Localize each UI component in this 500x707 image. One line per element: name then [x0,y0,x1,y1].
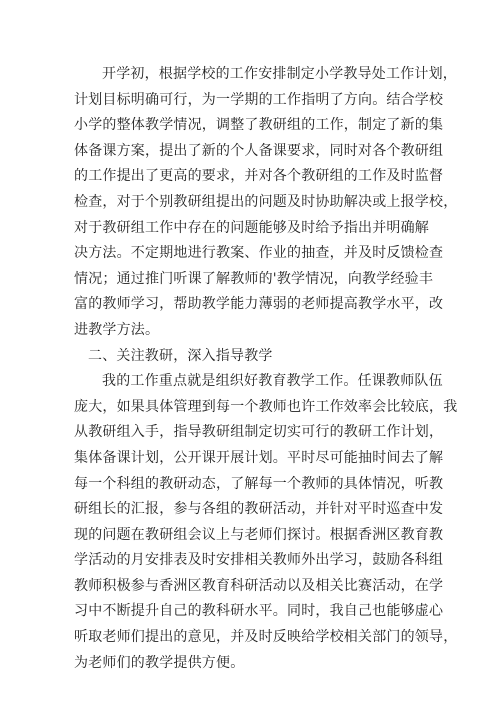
text-line: 研组长的汇报，参与各组的教研活动，并针对平时巡查中发 [74,501,444,518]
text-line: 的工作提出了更高的要求，并对各个教研组的工作及时监督 [74,168,444,185]
text-line: 教师积极参与香洲区教育科研活动以及相关比赛活动，在学 [74,577,444,594]
text-line: 听取老师们提出的意见，并及时反映给学校相关部门的领导， [74,629,458,646]
text-line: 检查，对于个别教研组提出的问题及时协助解决或上报学校， [74,193,458,210]
text-line: 我的工作重点就是组织好教育教学工作。任课教师队伍 [102,373,443,390]
section-heading: 二、关注教研，深入指导教学 [88,347,273,364]
text-line: 富的教师学习，帮助教学能力薄弱的老师提高教学水平，改 [74,296,444,313]
text-line: 计划目标明确可行，为一学期的工作指明了方向。结合学校 [74,91,444,108]
text-line: 学活动的月安排表及时安排相关教师外出学习，鼓励各科组 [74,552,444,569]
text-line: 每一个科组的教研动态，了解每一个教师的具体情况，听教 [74,475,444,492]
text-line: 庞大，如果具体管理到每一个教师也许工作效率会比较底，我 [74,398,458,415]
text-line: 为老师们的教学提供方便。 [74,654,245,671]
document-body [74,62,458,676]
text-line: 从教研组入手，指导教研组制定切实可行的教研工作计划， [74,424,444,441]
text-line: 体备课方案，提出了新的个人备课要求，同时对各个教研组 [74,142,444,159]
text-line: 情况；通过推门听课了解教师的'教学情况，向教学经验丰 [74,270,434,287]
text-line: 对于教研组工作中存在的问题能够及时给予指出并明确解 [74,219,429,236]
text-line: 集体备课计划，公开课开展计划。平时尽可能抽时间去了解 [74,449,444,466]
text-line: 习中不断提升自己的教科研水平。同时，我自己也能够虚心 [74,603,444,620]
text-line: 小学的整体教学情况，调整了教研组的工作，制定了新的集 [74,117,444,134]
text-line: 现的问题在教研组会议上与老师们探讨。根据香洲区教育教 [74,526,444,543]
text-line: 决方法。不定期地进行教案、作业的抽查，并及时反馈检查 [74,245,444,262]
text-line: 进教学方法。 [74,321,160,338]
text-line: 开学初，根据学校的工作安排制定小学教导处工作计划， [102,66,457,82]
